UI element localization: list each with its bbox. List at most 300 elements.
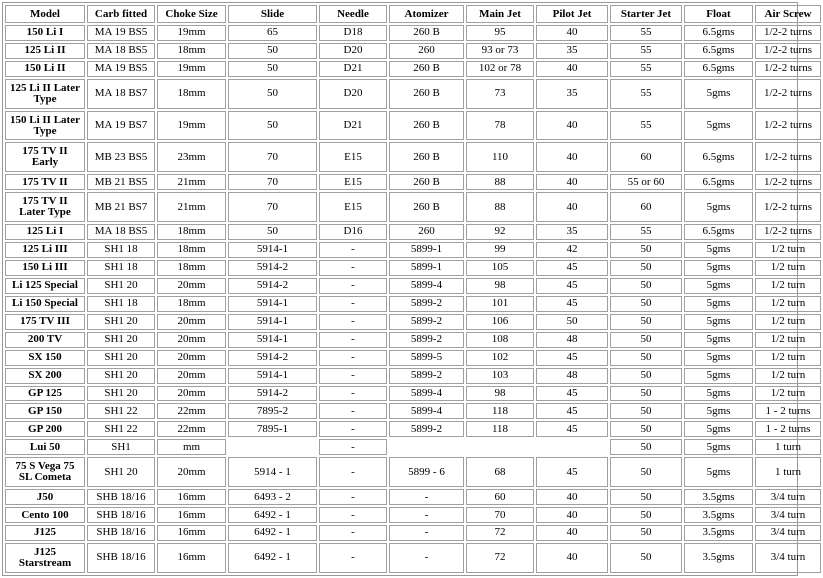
cell-atomizer: 260 B bbox=[389, 79, 464, 109]
cell-main-jet: 72 bbox=[466, 525, 534, 541]
cell-carb-fitted: MA 18 BS5 bbox=[87, 224, 155, 240]
cell-main-jet: 102 bbox=[466, 350, 534, 366]
cell-needle: D18 bbox=[319, 25, 387, 41]
table-row bbox=[5, 332, 821, 348]
cell-starter-jet: 50 bbox=[610, 260, 682, 276]
cell-air-screw: 1/2 turn bbox=[755, 386, 821, 402]
cell-float: 5gms bbox=[684, 192, 753, 222]
cell-carb-fitted: SH1 18 bbox=[87, 260, 155, 276]
cell-choke-size: 18mm bbox=[157, 260, 226, 276]
cell-carb-fitted: MA 18 BS7 bbox=[87, 79, 155, 109]
cell-model: Cento 100 bbox=[5, 507, 85, 523]
cell-pilot-jet: 40 bbox=[536, 142, 608, 172]
cell-atomizer: - bbox=[389, 525, 464, 541]
table-row bbox=[5, 242, 821, 258]
table-row bbox=[5, 79, 821, 109]
cell-air-screw: 1 - 2 turns bbox=[755, 403, 821, 419]
cell-pilot-jet: 45 bbox=[536, 421, 608, 437]
cell-pilot-jet: 45 bbox=[536, 403, 608, 419]
cell-float: 5gms bbox=[684, 79, 753, 109]
cell-needle: - bbox=[319, 489, 387, 505]
cell-atomizer: 5899-5 bbox=[389, 350, 464, 366]
cell-model: Li 150 Special bbox=[5, 296, 85, 312]
cell-slide: 5914-2 bbox=[228, 278, 317, 294]
cell-carb-fitted: MB 21 BS7 bbox=[87, 192, 155, 222]
cell-starter-jet: 55 or 60 bbox=[610, 174, 682, 190]
cell-starter-jet: 55 bbox=[610, 224, 682, 240]
cell-choke-size: 21mm bbox=[157, 174, 226, 190]
cell-air-screw: 1/2-2 turns bbox=[755, 111, 821, 141]
table-row bbox=[5, 192, 821, 222]
table-row bbox=[5, 439, 821, 455]
cell-model: J50 bbox=[5, 489, 85, 505]
cell-choke-size: 20mm bbox=[157, 457, 226, 487]
cell-pilot-jet: 40 bbox=[536, 525, 608, 541]
cell-slide: 50 bbox=[228, 43, 317, 59]
cell-needle: - bbox=[319, 278, 387, 294]
cell-float: 3.5gms bbox=[684, 507, 753, 523]
cell-slide: 5914-2 bbox=[228, 260, 317, 276]
cell-atomizer bbox=[389, 439, 464, 455]
cell-float: 5gms bbox=[684, 260, 753, 276]
cell-main-jet: 60 bbox=[466, 489, 534, 505]
cell-air-screw: 1/2 turn bbox=[755, 242, 821, 258]
cell-float: 5gms bbox=[684, 439, 753, 455]
cell-slide: 5914-1 bbox=[228, 296, 317, 312]
cell-slide: 6493 - 2 bbox=[228, 489, 317, 505]
cell-atomizer: 260 B bbox=[389, 61, 464, 77]
cell-main-jet: 101 bbox=[466, 296, 534, 312]
cell-choke-size: 20mm bbox=[157, 332, 226, 348]
cell-atomizer: 5899-1 bbox=[389, 242, 464, 258]
cell-carb-fitted: MB 23 BS5 bbox=[87, 142, 155, 172]
cell-needle: - bbox=[319, 421, 387, 437]
cell-slide: 7895-1 bbox=[228, 421, 317, 437]
cell-atomizer: 5899-1 bbox=[389, 260, 464, 276]
cell-air-screw: 1/2-2 turns bbox=[755, 61, 821, 77]
cell-air-screw: 1/2 turn bbox=[755, 260, 821, 276]
cell-choke-size: 18mm bbox=[157, 296, 226, 312]
table-row bbox=[5, 368, 821, 384]
cell-slide: 6492 - 1 bbox=[228, 525, 317, 541]
cell-main-jet: 93 or 73 bbox=[466, 43, 534, 59]
cell-model: 75 S Vega 75 SL Cometa bbox=[5, 457, 85, 487]
cell-model: J125 bbox=[5, 525, 85, 541]
column-header-choke-size: Choke Size bbox=[157, 5, 226, 23]
cell-slide: 50 bbox=[228, 79, 317, 109]
cell-model: 150 Li II bbox=[5, 61, 85, 77]
column-header-starter-jet: Starter Jet bbox=[610, 5, 682, 23]
cell-air-screw: 3/4 turn bbox=[755, 489, 821, 505]
cell-starter-jet: 50 bbox=[610, 278, 682, 294]
cell-float: 6.5gms bbox=[684, 174, 753, 190]
cell-float: 6.5gms bbox=[684, 224, 753, 240]
cell-choke-size: 22mm bbox=[157, 403, 226, 419]
cell-slide: 70 bbox=[228, 142, 317, 172]
cell-float: 3.5gms bbox=[684, 489, 753, 505]
cell-needle: - bbox=[319, 457, 387, 487]
cell-carb-fitted: SH1 20 bbox=[87, 386, 155, 402]
cell-air-screw: 1 turn bbox=[755, 457, 821, 487]
cell-float: 5gms bbox=[684, 421, 753, 437]
cell-slide: 5914-2 bbox=[228, 386, 317, 402]
cell-carb-fitted: SH1 18 bbox=[87, 242, 155, 258]
table-row bbox=[5, 296, 821, 312]
cell-carb-fitted: SHB 18/16 bbox=[87, 543, 155, 573]
cell-air-screw: 1/2 turn bbox=[755, 278, 821, 294]
cell-starter-jet: 50 bbox=[610, 296, 682, 312]
cell-main-jet: 110 bbox=[466, 142, 534, 172]
table-row bbox=[5, 507, 821, 523]
cell-model: 125 Li II bbox=[5, 43, 85, 59]
column-header-slide: Slide bbox=[228, 5, 317, 23]
cell-model: 150 Li II Later Type bbox=[5, 111, 85, 141]
cell-pilot-jet: 35 bbox=[536, 43, 608, 59]
cell-choke-size: 16mm bbox=[157, 543, 226, 573]
cell-air-screw: 1/2-2 turns bbox=[755, 43, 821, 59]
cell-slide: 5914-1 bbox=[228, 368, 317, 384]
cell-float: 5gms bbox=[684, 403, 753, 419]
cell-carb-fitted: SH1 20 bbox=[87, 350, 155, 366]
cell-float: 5gms bbox=[684, 332, 753, 348]
cell-slide: 5914-2 bbox=[228, 350, 317, 366]
cell-slide: 65 bbox=[228, 25, 317, 41]
cell-pilot-jet: 40 bbox=[536, 174, 608, 190]
cell-atomizer: 5899-4 bbox=[389, 403, 464, 419]
cell-float: 5gms bbox=[684, 350, 753, 366]
cell-air-screw: 3/4 turn bbox=[755, 525, 821, 541]
cell-atomizer: - bbox=[389, 543, 464, 573]
table-row bbox=[5, 386, 821, 402]
cell-main-jet: 105 bbox=[466, 260, 534, 276]
cell-model: GP 125 bbox=[5, 386, 85, 402]
cell-main-jet: 70 bbox=[466, 507, 534, 523]
table-row bbox=[5, 457, 821, 487]
cell-choke-size: 23mm bbox=[157, 142, 226, 172]
cell-main-jet: 78 bbox=[466, 111, 534, 141]
cell-model: Li 125 Special bbox=[5, 278, 85, 294]
table-row bbox=[5, 543, 821, 573]
cell-atomizer: 260 bbox=[389, 224, 464, 240]
cell-model: SX 200 bbox=[5, 368, 85, 384]
cell-carb-fitted: SH1 bbox=[87, 439, 155, 455]
cell-starter-jet: 50 bbox=[610, 368, 682, 384]
cell-model: 200 TV bbox=[5, 332, 85, 348]
cell-atomizer: - bbox=[389, 507, 464, 523]
cell-starter-jet: 50 bbox=[610, 525, 682, 541]
cell-needle: - bbox=[319, 368, 387, 384]
table-row bbox=[5, 350, 821, 366]
cell-carb-fitted: SH1 22 bbox=[87, 403, 155, 419]
cell-atomizer: 260 B bbox=[389, 174, 464, 190]
cell-float: 5gms bbox=[684, 368, 753, 384]
cell-main-jet: 118 bbox=[466, 421, 534, 437]
cell-model: 125 Li I bbox=[5, 224, 85, 240]
table-row bbox=[5, 260, 821, 276]
cell-atomizer: 260 bbox=[389, 43, 464, 59]
cell-slide: 50 bbox=[228, 61, 317, 77]
cell-needle: D21 bbox=[319, 111, 387, 141]
cell-air-screw: 1/2-2 turns bbox=[755, 174, 821, 190]
cell-atomizer: 5899-2 bbox=[389, 296, 464, 312]
cell-choke-size: 18mm bbox=[157, 224, 226, 240]
table-row bbox=[5, 278, 821, 294]
cell-pilot-jet: 40 bbox=[536, 25, 608, 41]
column-header-main-jet: Main Jet bbox=[466, 5, 534, 23]
cell-model: GP 150 bbox=[5, 403, 85, 419]
cell-needle: E15 bbox=[319, 142, 387, 172]
cell-pilot-jet: 48 bbox=[536, 368, 608, 384]
cell-model: J125 Starstream bbox=[5, 543, 85, 573]
cell-pilot-jet: 40 bbox=[536, 489, 608, 505]
cell-choke-size: 16mm bbox=[157, 489, 226, 505]
cell-pilot-jet: 40 bbox=[536, 507, 608, 523]
cell-float: 5gms bbox=[684, 314, 753, 330]
cell-needle: D20 bbox=[319, 43, 387, 59]
cell-needle: - bbox=[319, 260, 387, 276]
cell-carb-fitted: MA 19 BS5 bbox=[87, 25, 155, 41]
cell-pilot-jet: 42 bbox=[536, 242, 608, 258]
cell-model: 150 Li III bbox=[5, 260, 85, 276]
cell-air-screw: 1 turn bbox=[755, 439, 821, 455]
cell-slide: 7895-2 bbox=[228, 403, 317, 419]
table-row bbox=[5, 314, 821, 330]
cell-needle: D16 bbox=[319, 224, 387, 240]
column-header-air-screw: Air Screw bbox=[755, 5, 821, 23]
cell-choke-size: 20mm bbox=[157, 350, 226, 366]
cell-needle: - bbox=[319, 439, 387, 455]
cell-carb-fitted: SH1 22 bbox=[87, 421, 155, 437]
cell-choke-size: 19mm bbox=[157, 25, 226, 41]
table-row bbox=[5, 174, 821, 190]
cell-needle: - bbox=[319, 314, 387, 330]
cell-carb-fitted: SHB 18/16 bbox=[87, 507, 155, 523]
cell-atomizer: 260 B bbox=[389, 142, 464, 172]
cell-needle: E15 bbox=[319, 192, 387, 222]
cell-starter-jet: 55 bbox=[610, 111, 682, 141]
table-row bbox=[5, 142, 821, 172]
cell-starter-jet: 55 bbox=[610, 79, 682, 109]
cell-air-screw: 1/2 turn bbox=[755, 296, 821, 312]
cell-choke-size: 18mm bbox=[157, 242, 226, 258]
cell-starter-jet: 50 bbox=[610, 421, 682, 437]
cell-choke-size: 20mm bbox=[157, 278, 226, 294]
cell-main-jet: 98 bbox=[466, 278, 534, 294]
cell-starter-jet: 50 bbox=[610, 457, 682, 487]
cell-model: 175 TV II Later Type bbox=[5, 192, 85, 222]
cell-air-screw: 1/2 turn bbox=[755, 314, 821, 330]
cell-pilot-jet: 45 bbox=[536, 296, 608, 312]
cell-choke-size: 22mm bbox=[157, 421, 226, 437]
cell-carb-fitted: SH1 20 bbox=[87, 332, 155, 348]
cell-main-jet: 118 bbox=[466, 403, 534, 419]
cell-float: 6.5gms bbox=[684, 25, 753, 41]
table-row bbox=[5, 224, 821, 240]
cell-needle: - bbox=[319, 242, 387, 258]
cell-main-jet: 98 bbox=[466, 386, 534, 402]
cell-needle: - bbox=[319, 386, 387, 402]
cell-model: 150 Li I bbox=[5, 25, 85, 41]
cell-atomizer: - bbox=[389, 489, 464, 505]
cell-starter-jet: 50 bbox=[610, 507, 682, 523]
cell-float: 3.5gms bbox=[684, 543, 753, 573]
column-header-model: Model bbox=[5, 5, 85, 23]
cell-choke-size: 19mm bbox=[157, 61, 226, 77]
cell-main-jet: 103 bbox=[466, 368, 534, 384]
cell-starter-jet: 50 bbox=[610, 403, 682, 419]
cell-carb-fitted: SH1 20 bbox=[87, 278, 155, 294]
cell-pilot-jet: 45 bbox=[536, 278, 608, 294]
cell-slide: 5914 - 1 bbox=[228, 457, 317, 487]
cell-atomizer: 260 B bbox=[389, 192, 464, 222]
cell-slide: 6492 - 1 bbox=[228, 507, 317, 523]
cell-choke-size: 21mm bbox=[157, 192, 226, 222]
cell-main-jet: 99 bbox=[466, 242, 534, 258]
cell-carb-fitted: SH1 20 bbox=[87, 314, 155, 330]
cell-main-jet: 88 bbox=[466, 174, 534, 190]
column-header-pilot-jet: Pilot Jet bbox=[536, 5, 608, 23]
cell-choke-size: 20mm bbox=[157, 368, 226, 384]
cell-slide: 5914-1 bbox=[228, 332, 317, 348]
cell-choke-size: mm bbox=[157, 439, 226, 455]
cell-pilot-jet: 48 bbox=[536, 332, 608, 348]
cell-float: 5gms bbox=[684, 457, 753, 487]
cell-atomizer: 260 B bbox=[389, 25, 464, 41]
table-row bbox=[5, 421, 821, 437]
column-header-float: Float bbox=[684, 5, 753, 23]
cell-carb-fitted: SHB 18/16 bbox=[87, 489, 155, 505]
cell-model: 175 TV II bbox=[5, 174, 85, 190]
cell-air-screw: 1/2-2 turns bbox=[755, 79, 821, 109]
cell-model: 175 TV II Early bbox=[5, 142, 85, 172]
cell-slide: 50 bbox=[228, 224, 317, 240]
cell-carb-fitted: MB 21 BS5 bbox=[87, 174, 155, 190]
cell-pilot-jet: 35 bbox=[536, 79, 608, 109]
cell-carb-fitted: MA 19 BS7 bbox=[87, 111, 155, 141]
cell-float: 3.5gms bbox=[684, 525, 753, 541]
cell-slide: 70 bbox=[228, 174, 317, 190]
cell-pilot-jet: 40 bbox=[536, 543, 608, 573]
cell-main-jet: 106 bbox=[466, 314, 534, 330]
cell-carb-fitted: SH1 18 bbox=[87, 296, 155, 312]
table-row bbox=[5, 61, 821, 77]
cell-slide bbox=[228, 439, 317, 455]
cell-pilot-jet: 50 bbox=[536, 314, 608, 330]
cell-model: SX 150 bbox=[5, 350, 85, 366]
cell-main-jet: 73 bbox=[466, 79, 534, 109]
cell-pilot-jet: 35 bbox=[536, 224, 608, 240]
cell-needle: D21 bbox=[319, 61, 387, 77]
cell-starter-jet: 55 bbox=[610, 25, 682, 41]
table-row bbox=[5, 403, 821, 419]
cell-air-screw: 1/2-2 turns bbox=[755, 142, 821, 172]
carburettor-settings-table-frame bbox=[2, 2, 812, 576]
cell-carb-fitted: SH1 20 bbox=[87, 457, 155, 487]
cell-main-jet: 88 bbox=[466, 192, 534, 222]
cell-carb-fitted: SH1 20 bbox=[87, 368, 155, 384]
cell-carb-fitted: MA 18 BS5 bbox=[87, 43, 155, 59]
cell-choke-size: 16mm bbox=[157, 507, 226, 523]
cell-starter-jet: 55 bbox=[610, 43, 682, 59]
cell-air-screw: 1/2 turn bbox=[755, 350, 821, 366]
cell-starter-jet: 50 bbox=[610, 386, 682, 402]
table-row bbox=[5, 525, 821, 541]
cell-model: 175 TV III bbox=[5, 314, 85, 330]
cell-slide: 70 bbox=[228, 192, 317, 222]
cell-choke-size: 16mm bbox=[157, 525, 226, 541]
cell-starter-jet: 55 bbox=[610, 61, 682, 77]
cell-pilot-jet: 45 bbox=[536, 260, 608, 276]
cell-main-jet: 92 bbox=[466, 224, 534, 240]
cell-starter-jet: 60 bbox=[610, 142, 682, 172]
cell-air-screw: 3/4 turn bbox=[755, 543, 821, 573]
cell-needle: - bbox=[319, 507, 387, 523]
column-header-atomizer: Atomizer bbox=[389, 5, 464, 23]
cell-atomizer: 5899-4 bbox=[389, 386, 464, 402]
cell-main-jet: 68 bbox=[466, 457, 534, 487]
cell-needle: - bbox=[319, 332, 387, 348]
cell-atomizer: 5899-2 bbox=[389, 332, 464, 348]
cell-float: 5gms bbox=[684, 296, 753, 312]
cell-atomizer: 5899-2 bbox=[389, 314, 464, 330]
cell-float: 5gms bbox=[684, 386, 753, 402]
cell-needle: - bbox=[319, 525, 387, 541]
cell-starter-jet: 50 bbox=[610, 314, 682, 330]
cell-model: Lui 50 bbox=[5, 439, 85, 455]
cell-carb-fitted: MA 19 BS5 bbox=[87, 61, 155, 77]
cell-main-jet: 95 bbox=[466, 25, 534, 41]
cell-pilot-jet bbox=[536, 439, 608, 455]
column-header-needle: Needle bbox=[319, 5, 387, 23]
cell-needle: - bbox=[319, 403, 387, 419]
cell-starter-jet: 50 bbox=[610, 489, 682, 505]
cell-air-screw: 1/2 turn bbox=[755, 332, 821, 348]
cell-pilot-jet: 40 bbox=[536, 61, 608, 77]
cell-starter-jet: 50 bbox=[610, 439, 682, 455]
cell-model: 125 Li II Later Type bbox=[5, 79, 85, 109]
cell-float: 6.5gms bbox=[684, 61, 753, 77]
cell-main-jet: 72 bbox=[466, 543, 534, 573]
cell-choke-size: 20mm bbox=[157, 386, 226, 402]
cell-air-screw: 1/2 turn bbox=[755, 368, 821, 384]
cell-atomizer: 260 B bbox=[389, 111, 464, 141]
cell-main-jet: 108 bbox=[466, 332, 534, 348]
cell-atomizer: 5899-4 bbox=[389, 278, 464, 294]
cell-starter-jet: 60 bbox=[610, 192, 682, 222]
cell-main-jet: 102 or 78 bbox=[466, 61, 534, 77]
cell-model: 125 Li III bbox=[5, 242, 85, 258]
cell-pilot-jet: 40 bbox=[536, 111, 608, 141]
cell-float: 6.5gms bbox=[684, 142, 753, 172]
cell-pilot-jet: 40 bbox=[536, 192, 608, 222]
cell-carb-fitted: SHB 18/16 bbox=[87, 525, 155, 541]
cell-starter-jet: 50 bbox=[610, 543, 682, 573]
carburettor-settings-table bbox=[3, 3, 823, 575]
table-row bbox=[5, 111, 821, 141]
column-header-carb-fitted: Carb fitted bbox=[87, 5, 155, 23]
cell-slide: 5914-1 bbox=[228, 314, 317, 330]
table-row bbox=[5, 489, 821, 505]
header-row bbox=[5, 5, 821, 23]
cell-pilot-jet: 45 bbox=[536, 457, 608, 487]
cell-air-screw: 3/4 turn bbox=[755, 507, 821, 523]
cell-atomizer: 5899-2 bbox=[389, 368, 464, 384]
cell-needle: E15 bbox=[319, 174, 387, 190]
cell-starter-jet: 50 bbox=[610, 242, 682, 258]
cell-pilot-jet: 45 bbox=[536, 386, 608, 402]
cell-choke-size: 18mm bbox=[157, 43, 226, 59]
table-row bbox=[5, 43, 821, 59]
